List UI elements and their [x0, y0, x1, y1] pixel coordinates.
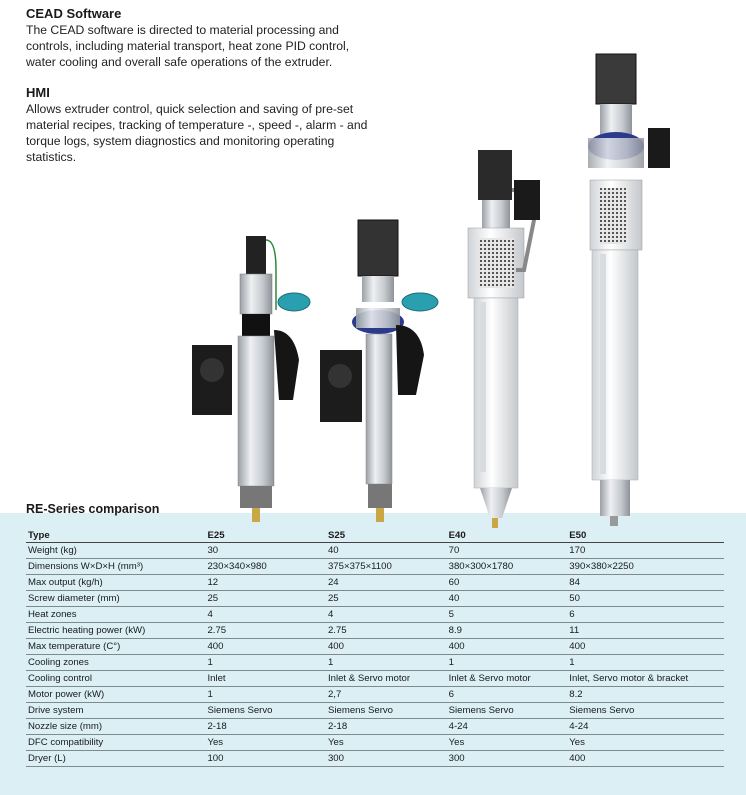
cell-e40: 400 [447, 639, 568, 655]
cell-e25: 1 [205, 655, 326, 671]
cell-e40: 4-24 [447, 719, 568, 735]
cell-e50: 1 [567, 655, 724, 671]
cell-e25: 12 [205, 575, 326, 591]
extruder-s25-image [320, 220, 438, 522]
cell-e25: 30 [205, 543, 326, 559]
cell-e50: 50 [567, 591, 724, 607]
extruder-e25-image [192, 236, 310, 522]
row-label: Cooling zones [26, 655, 205, 671]
table-row [26, 735, 724, 751]
cell-e25: 2-18 [205, 719, 326, 735]
header-type: Type [26, 528, 205, 543]
cell-e50: 400 [567, 751, 724, 767]
row-label: Dimensions W×D×H (mm³) [26, 559, 205, 575]
extruder-e50-image [588, 54, 670, 526]
row-label: Max temperature (C°) [26, 639, 205, 655]
row-label: Drive system [26, 703, 205, 719]
cell-e25: 2.75 [205, 623, 326, 639]
section-title-hmi: HMI [26, 85, 50, 100]
table-row [26, 639, 724, 655]
header-e25: E25 [205, 528, 326, 543]
cell-e25: 4 [205, 607, 326, 623]
cell-e50: 11 [567, 623, 724, 639]
cell-e50: Inlet, Servo motor & bracket [567, 671, 724, 687]
row-label: Heat zones [26, 607, 205, 623]
cell-e50: 84 [567, 575, 724, 591]
section-body-hmi: Allows extruder control, quick selection and saving of pre-set material recipes, tracking of temperature -, speed -, alarm - and torque logs, system diagnostics and monitoring operating statistics. [26, 102, 368, 164]
cell-e50: Siemens Servo [567, 703, 724, 719]
table-row [26, 623, 724, 639]
table-header-row [26, 528, 724, 543]
cell-e25: 25 [205, 591, 326, 607]
cell-e50: 6 [567, 607, 724, 623]
row-label: Weight (kg) [26, 543, 205, 559]
cell-e25: 230×340×980 [205, 559, 326, 575]
row-label: Motor power (kW) [26, 687, 205, 703]
cell-e40: 6 [447, 687, 568, 703]
row-label: Dryer (L) [26, 751, 205, 767]
section-title-cead-software: CEAD Software [26, 6, 122, 21]
cell-s25: 1 [326, 655, 447, 671]
cell-e40: 8.9 [447, 623, 568, 639]
cell-s25: Siemens Servo [326, 703, 447, 719]
table-row [26, 719, 724, 735]
cell-s25: 24 [326, 575, 447, 591]
cell-e25: 400 [205, 639, 326, 655]
cell-s25: 25 [326, 591, 447, 607]
cell-e25: 1 [205, 687, 326, 703]
cell-e40: 380×300×1780 [447, 559, 568, 575]
table-row [26, 607, 724, 623]
row-label: Nozzle size (mm) [26, 719, 205, 735]
cell-e40: Inlet & Servo motor [447, 671, 568, 687]
cell-e25: 100 [205, 751, 326, 767]
row-label: Screw diameter (mm) [26, 591, 205, 607]
table-row [26, 671, 724, 687]
table-row [26, 751, 724, 767]
cell-e25: Siemens Servo [205, 703, 326, 719]
cell-s25: 400 [326, 639, 447, 655]
cell-e40: Siemens Servo [447, 703, 568, 719]
cell-s25: 2-18 [326, 719, 447, 735]
table-row [26, 655, 724, 671]
cell-e50: 400 [567, 639, 724, 655]
header-s25: S25 [326, 528, 447, 543]
cell-s25: Inlet & Servo motor [326, 671, 447, 687]
cell-e40: 300 [447, 751, 568, 767]
cell-e40: 40 [447, 591, 568, 607]
table-row [26, 575, 724, 591]
extruder-e40-image [468, 150, 540, 528]
cell-e50: 4-24 [567, 719, 724, 735]
cell-e40: 70 [447, 543, 568, 559]
cell-s25: 2.75 [326, 623, 447, 639]
cell-e50: 8.2 [567, 687, 724, 703]
cell-e40: Yes [447, 735, 568, 751]
cell-s25: 40 [326, 543, 447, 559]
row-label: Electric heating power (kW) [26, 623, 205, 639]
comparison-table [26, 528, 724, 767]
cell-e50: 170 [567, 543, 724, 559]
comparison-title: RE-Series comparison [26, 502, 160, 516]
cell-s25: 4 [326, 607, 447, 623]
header-e40: E40 [447, 528, 568, 543]
table-row [26, 687, 724, 703]
cell-s25: 2,7 [326, 687, 447, 703]
row-label: Cooling control [26, 671, 205, 687]
table-row [26, 591, 724, 607]
header-e50: E50 [567, 528, 724, 543]
cell-e25: Yes [205, 735, 326, 751]
cell-e25: Inlet [205, 671, 326, 687]
cell-e40: 1 [447, 655, 568, 671]
cell-e50: 390×380×2250 [567, 559, 724, 575]
table-row [26, 703, 724, 719]
cell-s25: Yes [326, 735, 447, 751]
cell-e50: Yes [567, 735, 724, 751]
row-label: Max output (kg/h) [26, 575, 205, 591]
extruder-illustrations [180, 40, 680, 530]
cell-s25: 375×375×1100 [326, 559, 447, 575]
cell-e40: 60 [447, 575, 568, 591]
row-label: DFC compatibility [26, 735, 205, 751]
section-body-cead-software: The CEAD software is directed to material processing and controls, including material transport, heat zone PID control, water cooling and overall safe operations of the extruder. [26, 23, 350, 69]
cell-e40: 5 [447, 607, 568, 623]
table-row [26, 543, 724, 559]
cell-s25: 300 [326, 751, 447, 767]
table-row [26, 559, 724, 575]
